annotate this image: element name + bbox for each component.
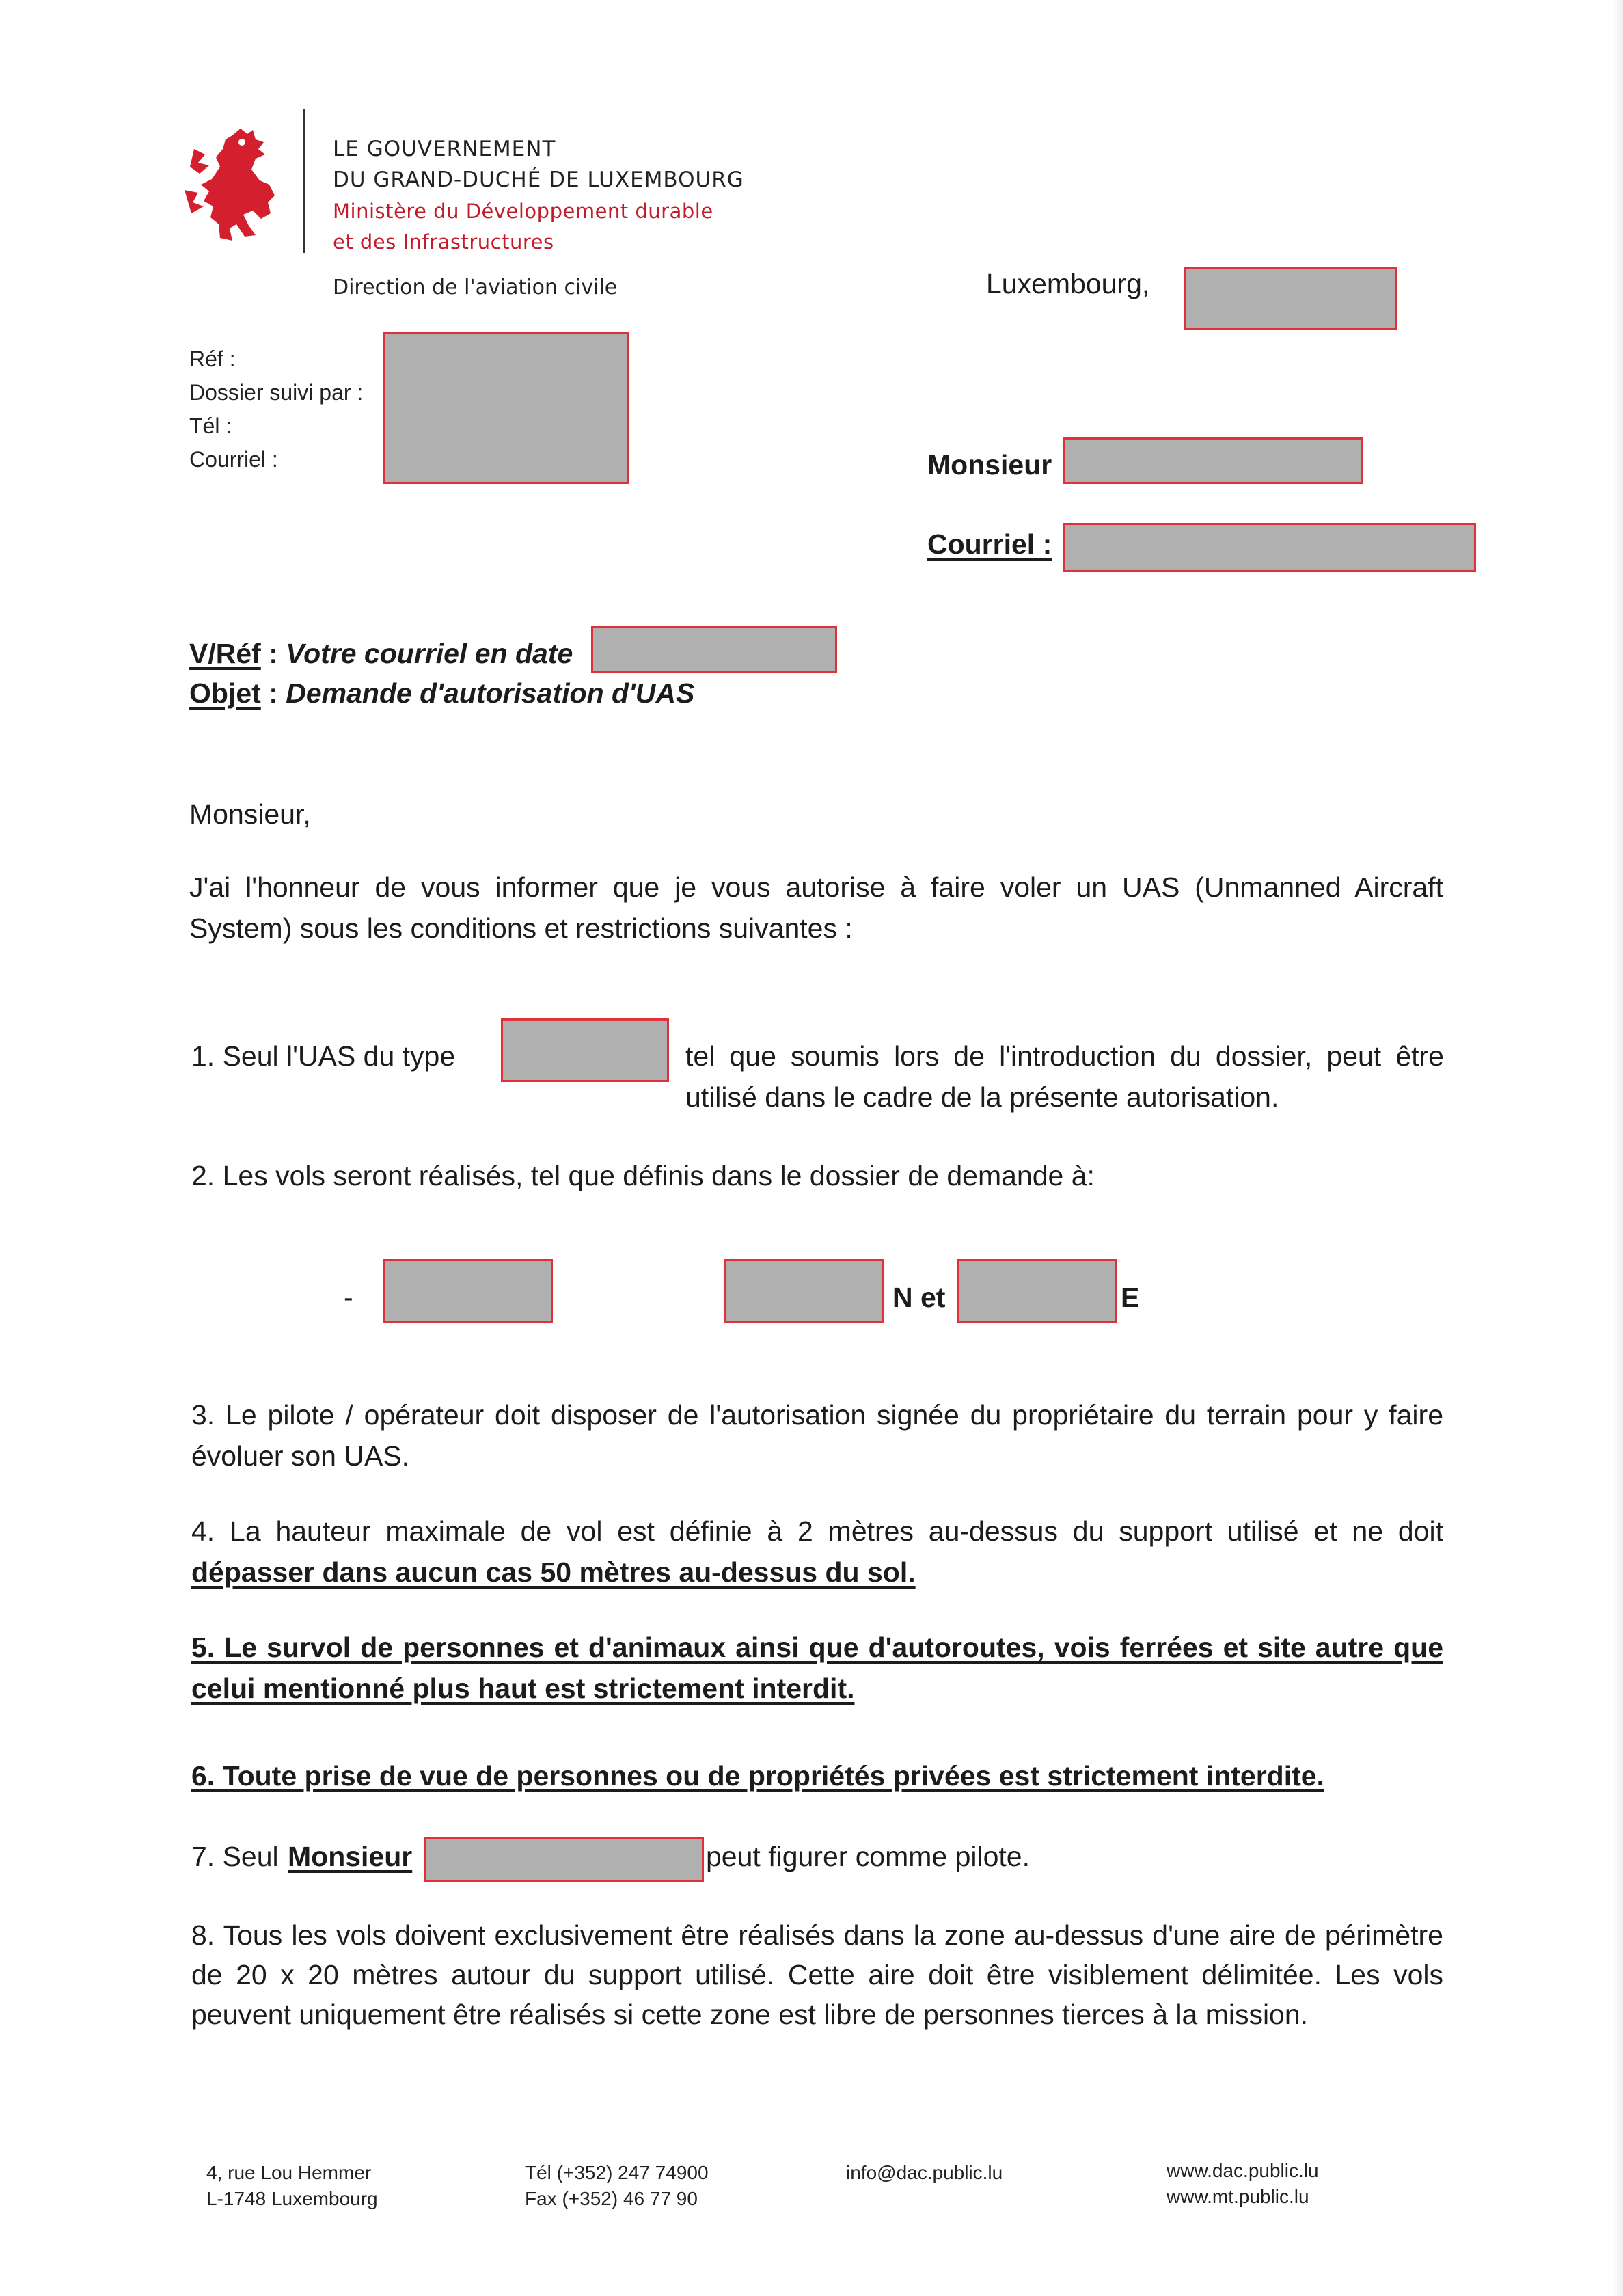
item-1-suffix-text: tel que soumis lors de l'introduction du dossier, peut être utilisé dans le cadre de la présente autorisation.: [685, 1040, 1444, 1113]
coord-dash: -: [344, 1282, 353, 1313]
item-8: 8. Tous les vols doivent exclusivement être réalisés dans la zone au-dessus d'une aire de périmètre de 20 x 20 mètres autour du support utilisé. Cette aire doit être visiblement délimitée. Les vols peuvent uniquement être réalisés si cette zone est libre de personnes tierces à la mission.: [191, 1919, 1443, 2030]
item-2: 2. Les vols seront réalisés, tel que définis dans le dossier de demande à:: [191, 1160, 1095, 1191]
item-7-prefix: 7. Seul: [191, 1841, 279, 1872]
vref-line: [189, 633, 573, 674]
tel-label: Tél :: [189, 414, 232, 438]
item-6: 6. Toute prise de vue de personnes ou de propriétés privées est strictement interdite.: [191, 1760, 1324, 1792]
footer-fax: Fax (+352) 46 77 90: [525, 2188, 698, 2209]
footer-web-2: www.mt.public.lu: [1167, 2186, 1309, 2207]
recipient-email-redaction: [1063, 523, 1476, 572]
item-1-suffix: [685, 1036, 1444, 1118]
recipient-salutation: Monsieur: [927, 449, 1052, 481]
objet-line: [189, 673, 694, 714]
location-redaction: [383, 1259, 553, 1323]
objet-label: Objet: [189, 677, 261, 709]
vref-text: Votre courriel en date: [286, 638, 573, 669]
coord-e-label: E: [1121, 1282, 1140, 1313]
item-1-prefix: 1. Seul l'UAS du type: [191, 1040, 456, 1072]
item-3: 3. Le pilote / opérateur doit disposer de l'autorisation signée du propriétaire du terrain pour y faire évoluer son UAS.: [191, 1399, 1443, 1472]
government-line-2: DU GRAND-DUCHÉ DE LUXEMBOURG: [333, 167, 744, 192]
footer-address-2: L-1748 Luxembourg: [206, 2188, 378, 2209]
courriel-label: Courriel :: [189, 447, 278, 472]
uas-type-redaction: [501, 1018, 669, 1082]
letterhead-divider: [303, 109, 305, 253]
red-lion-icon: [185, 122, 287, 245]
recipient-name-redaction: [1063, 437, 1363, 484]
vref-label: V/Réf: [189, 638, 261, 669]
page-edge-shadow: [1612, 0, 1623, 2296]
ref-label: Réf :: [189, 347, 236, 371]
ministry-line-1: Ministère du Développement durable: [333, 200, 713, 223]
objet-separator: :: [260, 677, 286, 709]
item-7-suffix: peut figurer comme pilote.: [706, 1841, 1031, 1872]
coord-n-label: N et: [892, 1282, 946, 1313]
item-5: 5. Le survol de personnes et d'animaux ainsi que d'autoroutes, vois ferrées et site autre que celui mentionné plus haut est strictement interdit.: [191, 1632, 1443, 1704]
item-4-line-2: dépasser dans aucun cas 50 mètres au-dessus du sol.: [191, 1556, 916, 1588]
place-label: Luxembourg,: [986, 268, 1150, 299]
footer-tel: Tél (+352) 247 74900: [525, 2162, 709, 2183]
pilot-name-redaction: [424, 1837, 704, 1882]
latitude-redaction: [724, 1259, 884, 1323]
footer-web-1: www.dac.public.lu: [1167, 2160, 1319, 2181]
greeting: Monsieur,: [189, 798, 311, 830]
longitude-redaction: [957, 1259, 1117, 1323]
reference-redaction: [383, 332, 629, 484]
direction-label: Direction de l'aviation civile: [333, 275, 618, 299]
vref-date-redaction: [591, 626, 837, 673]
vref-separator: :: [260, 638, 286, 669]
dossier-label: Dossier suivi par :: [189, 380, 364, 405]
item-7-monsieur: Monsieur: [288, 1841, 413, 1872]
ministry-line-2: et des Infrastructures: [333, 230, 554, 254]
date-redaction: [1184, 267, 1397, 330]
objet-text: Demande d'autorisation d'UAS: [286, 677, 695, 709]
footer-email: info@dac.public.lu: [846, 2162, 1003, 2183]
footer-address-1: 4, rue Lou Hemmer: [206, 2162, 372, 2183]
item-4-line-1: 4. La hauteur maximale de vol est définie à 2 mètres au-dessus du support utilisé et ne doit: [191, 1515, 1443, 1547]
government-line-1: LE GOUVERNEMENT: [333, 137, 556, 161]
intro-paragraph: J'ai l'honneur de vous informer que je vous autorise à faire voler un UAS (Unmanned Aircraft System) sous les conditions et restrictions suivantes :: [189, 872, 1443, 944]
recipient-courriel-label: Courriel :: [927, 528, 1052, 560]
lion-logo: [185, 122, 287, 245]
